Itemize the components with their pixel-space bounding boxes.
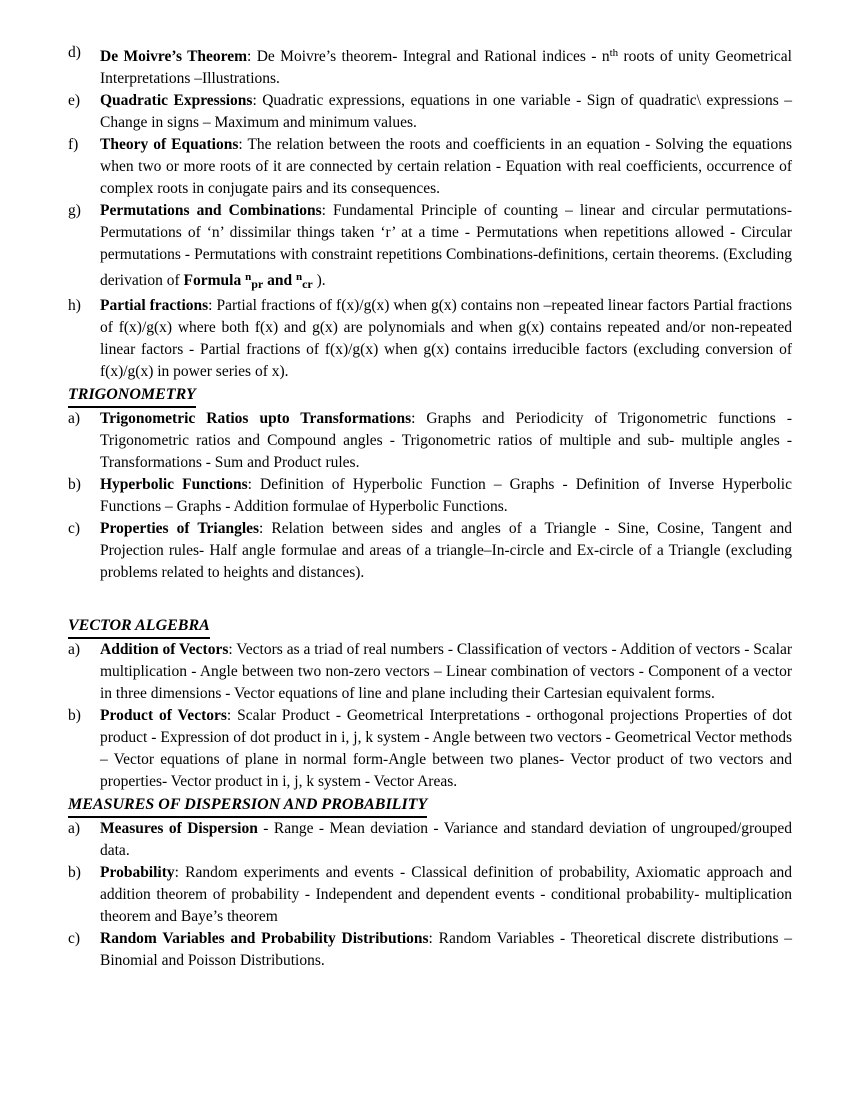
section-heading xyxy=(68,614,792,639)
syllabus-section xyxy=(68,42,792,383)
item-text-segment: and xyxy=(263,272,296,289)
syllabus-item xyxy=(68,818,792,862)
syllabus-item xyxy=(68,134,792,200)
item-text-segment: : Random Variables - Theoretical discrete distributions – Binomial and Poisson Distributions. xyxy=(100,930,793,969)
item-text-segment: : Fundamental Principle of counting – linear and circular permutations- Permutations of ‘n’ dissimilar things taken ‘r’ at a time - Permutations when repetitions allowed - Circular permutations - Permutations with constraint repetitions Combinations-definitions, certain theorems. (Excluding derivation of xyxy=(100,202,792,289)
item-title: Trigonometric Ratios upto Transformations xyxy=(100,410,412,427)
item-label: a) xyxy=(68,410,81,427)
syllabus-item xyxy=(68,90,792,134)
item-text-segment: ). xyxy=(312,272,326,289)
section-heading-text: TRIGONOMETRY xyxy=(68,383,196,408)
item-label: g) xyxy=(68,202,81,219)
item-text-segment: - Range - Mean deviation - Variance and standard deviation of ungrouped/grouped data. xyxy=(100,820,792,859)
item-title: Product of Vectors xyxy=(100,707,227,724)
syllabus-section xyxy=(68,614,792,793)
syllabus-item xyxy=(68,518,792,584)
syllabus-item xyxy=(68,474,792,518)
item-text-segment: : Quadratic expressions, equations in one variable - Sign of quadratic\ expressions – Change in signs – Maximum and minimum values. xyxy=(100,92,792,131)
item-text-segment: pr xyxy=(251,277,264,291)
section-heading-text: VECTOR ALGEBRA xyxy=(68,614,210,639)
syllabus-content xyxy=(68,42,792,972)
item-title: Properties of Triangles xyxy=(100,520,260,537)
syllabus-item xyxy=(68,862,792,928)
item-title: Partial fractions xyxy=(100,297,209,314)
item-text-segment: : The relation between the roots and coefficients in an equation - Solving the equations when two or more roots of it are connected by certain relation - Equation with real coefficients, occurrence of complex roots in conjugate pairs and its consequences. xyxy=(100,136,792,197)
syllabus-item xyxy=(68,639,792,705)
item-title: Hyperbolic Functions xyxy=(100,476,248,493)
item-title: Permutations and Combinations xyxy=(100,202,322,219)
item-text-segment: th xyxy=(609,47,619,59)
syllabus-item xyxy=(68,705,792,793)
syllabus-item xyxy=(68,408,792,474)
item-title: Quadratic Expressions xyxy=(100,92,253,109)
item-title: Theory of Equations xyxy=(100,136,239,153)
item-title: Addition of Vectors xyxy=(100,641,229,658)
item-label: a) xyxy=(68,820,81,837)
item-label: e) xyxy=(68,92,81,109)
item-text-segment: : Partial fractions of f(x)/g(x) when g(x) contains non –repeated linear factors Partial fractions of f(x)/g(x) where both f(x) and g(x) are polynomials and when g(x) contains repeated and/or non-repeated linear factors - Partial fractions of f(x)/g(x) when g(x) contains irreducible factors (excluding conversion of f(x)/g(x) in power series of x). xyxy=(100,297,792,380)
item-text-segment: : Vectors as a triad of real numbers - Classification of vectors - Addition of vectors - Scalar multiplication - Angle between two non-zero vectors – Linear combination of vectors - Component of a vector in three dimensions - Vector equations of line and plane including their Cartesian equivalent forms. xyxy=(100,641,792,702)
item-label: f) xyxy=(68,136,79,153)
item-text-segment: n xyxy=(245,271,252,283)
item-label: c) xyxy=(68,930,81,947)
syllabus-item xyxy=(68,928,792,972)
item-text-segment: : Graphs and Periodicity of Trigonometric functions - Trigonometric ratios and Compound angles - Trigonometric ratios of multiple and sub- multiple angles - Transformations - Sum and Product rules. xyxy=(100,410,792,471)
item-label: h) xyxy=(68,297,81,314)
item-label: b) xyxy=(68,476,81,493)
item-text-segment: roots of unity Geometrical Interpretations –Illustrations. xyxy=(100,48,792,87)
item-title: Probability xyxy=(100,864,175,881)
item-text-segment: n xyxy=(295,271,303,283)
syllabus-item xyxy=(68,42,792,90)
syllabus-section xyxy=(68,383,792,584)
syllabus-item xyxy=(68,200,792,295)
item-label: d) xyxy=(68,44,81,61)
section-heading-text: MEASURES OF DISPERSION AND PROBABILITY xyxy=(68,793,427,818)
item-label: c) xyxy=(68,520,81,537)
item-text-segment: : Scalar Product - Geometrical Interpretations - orthogonal projections Properties of dot product - Expression of dot product in i, j, k system - Angle between two vectors - Geometrical Vector methods – Vector equations of plane in normal form-Angle between two planes- Vector product of two vectors and properties- Vector product in i, j, k system - Vector Areas. xyxy=(100,707,792,790)
syllabus-section xyxy=(68,793,792,972)
section-heading xyxy=(68,793,792,818)
syllabus-item xyxy=(68,295,792,383)
section-heading xyxy=(68,383,792,408)
item-text-segment: : De Moivre’s theorem- Integral and Rational indices - n xyxy=(247,48,610,65)
item-label: b) xyxy=(68,864,81,881)
item-text-segment: : Relation between sides and angles of a Triangle - Sine, Cosine, Tangent and Projection rules- Half angle formulae and areas of a triangle–In-circle and Ex-circle of a Triangle (excluding problems related to heights and distances). xyxy=(100,520,793,581)
item-title: Random Variables and Probability Distributions xyxy=(100,930,429,947)
item-text-segment: : Random experiments and events - Classical definition of probability, Axiomatic approach and addition theorem of probability - Independent and dependent events - conditional probability- multiplication theorem and Baye’s theorem xyxy=(100,864,792,925)
item-text-segment: Formula xyxy=(183,272,246,289)
item-label: b) xyxy=(68,707,81,724)
item-text-segment: : Definition of Hyperbolic Function – Graphs - Definition of Inverse Hyperbolic Functions – Graphs - Addition formulae of Hyperbolic Functions. xyxy=(100,476,792,515)
item-label: a) xyxy=(68,641,81,658)
item-title: De Moivre’s Theorem xyxy=(100,48,248,65)
item-text-segment: cr xyxy=(302,277,313,291)
item-title: Measures of Dispersion xyxy=(100,820,258,837)
